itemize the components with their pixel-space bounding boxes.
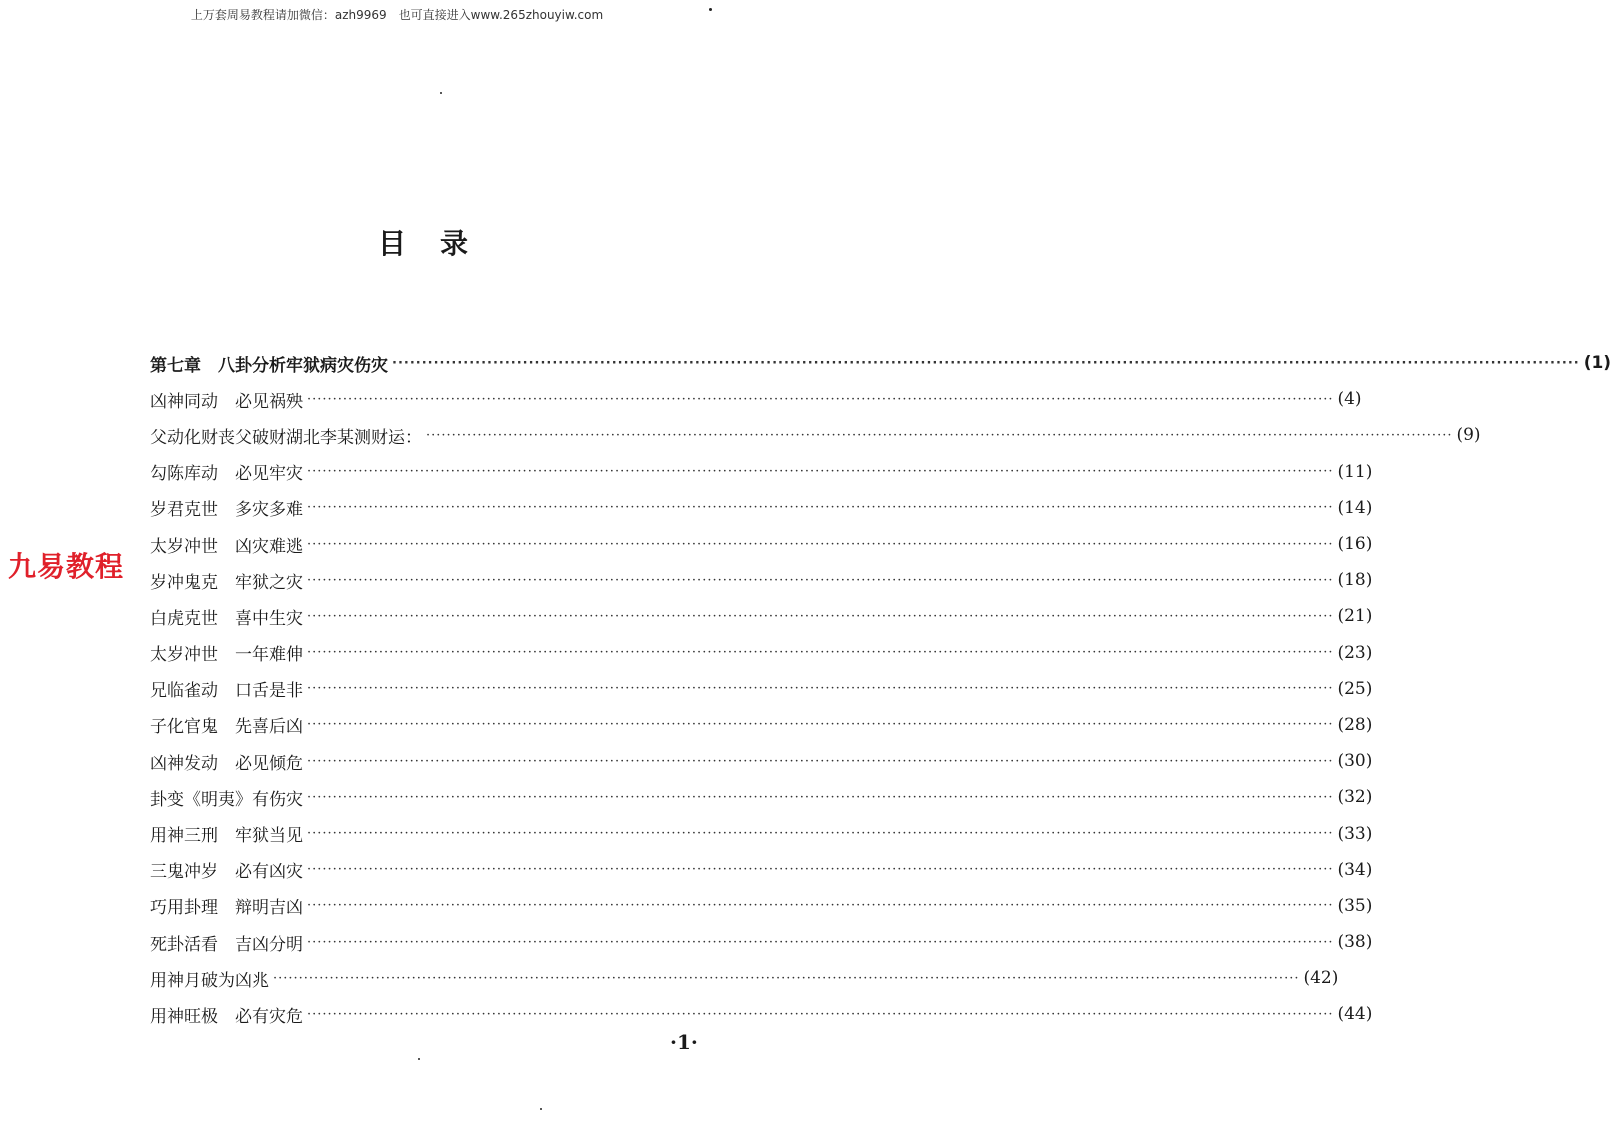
toc-entry-title: 太岁冲世 凶灾难逃	[150, 536, 303, 557]
toc-leader-dots: ········································································································································································································	[307, 500, 1334, 516]
toc-entry-title: 白虎克世 喜中生灾	[150, 608, 303, 629]
toc-entry-title: 岁君克世 多灾多难	[150, 500, 303, 521]
toc-leader-dots: ········································································································································································································	[307, 572, 1334, 588]
toc-entry-page: (25)	[1337, 678, 1373, 699]
toc-leader-dots: ········································································································································································································	[273, 970, 1300, 986]
header-note: 上万套周易教程请加微信：azh9969 也可直接进入www.265zhouyiw.com	[190, 8, 604, 22]
toc-entry-page: (32)	[1337, 787, 1373, 808]
toc-entry-title: 兄临雀动 口舌是非	[150, 681, 303, 702]
toc-row	[150, 417, 1481, 453]
scan-speck	[418, 1058, 420, 1060]
scan-speck	[709, 8, 712, 11]
toc-entry-title: 死卦活看 吉凶分明	[150, 934, 303, 955]
toc-entry-page: (42)	[1303, 968, 1339, 989]
toc-entry-page: (18)	[1337, 570, 1373, 591]
toc-entry-page: (28)	[1337, 714, 1373, 735]
toc-leader-dots: ········································································································································································································	[307, 826, 1334, 842]
toc-entry-page: (44)	[1337, 1004, 1373, 1025]
toc-entry-page: (23)	[1337, 642, 1373, 663]
toc-leader-dots: ········································································································································································································	[392, 355, 1580, 371]
toc-entry-page: (21)	[1337, 606, 1373, 627]
toc-row	[150, 454, 1373, 490]
toc-entry-title: 岁冲鬼克 牢狱之灾	[150, 572, 303, 593]
toc-entry-title: 第七章 八卦分析牢狱病灾伤灾	[150, 355, 388, 376]
toc-leader-dots: ········································································································································································································	[307, 753, 1334, 769]
toc-row	[150, 562, 1373, 598]
toc-entry-title: 勾陈库动 必见牢灾	[150, 464, 303, 485]
toc-entry-title: 用神三刑 牢狱当见	[150, 826, 303, 847]
toc-entry-page: (14)	[1337, 497, 1373, 518]
scan-speck	[440, 92, 442, 94]
toc-row	[150, 924, 1373, 960]
toc-leader-dots: ········································································································································································································	[426, 427, 1453, 443]
toc-entry-page: (34)	[1337, 859, 1373, 880]
toc-leader-dots: ········································································································································································································	[307, 789, 1334, 805]
toc-leader-dots: ········································································································································································································	[307, 536, 1334, 552]
toc-leader-dots: ········································································································································································································	[307, 464, 1334, 480]
toc-entry-page: (30)	[1337, 751, 1373, 772]
table-of-contents	[150, 345, 1611, 1033]
toc-leader-dots: ········································································································································································································	[307, 391, 1334, 407]
watermark-logo: 九易教程	[8, 550, 125, 583]
toc-entry-page: (11)	[1337, 461, 1373, 482]
toc-leader-dots: ········································································································································································································	[307, 608, 1334, 624]
toc-entry-page: (9)	[1456, 425, 1481, 446]
toc-entry-title: 凶神同动 必见祸殃	[150, 391, 303, 412]
toc-entry-title: 三鬼冲岁 必有凶灾	[150, 862, 303, 883]
toc-entry-page: (35)	[1337, 895, 1373, 916]
toc-entry-title: 凶神发动 必见倾危	[150, 753, 303, 774]
toc-entry-title: 子化官鬼 先喜后凶	[150, 717, 303, 738]
toc-row	[150, 635, 1373, 671]
toc-entry-page: (4)	[1337, 389, 1362, 410]
toc-entry-title: 父动化财丧父破财湖北李某测财运：	[150, 427, 422, 448]
toc-leader-dots: ········································································································································································································	[307, 681, 1334, 697]
toc-leader-dots: ········································································································································································································	[307, 645, 1334, 661]
toc-entry-title: 用神月破为凶兆	[150, 970, 269, 991]
toc-entry-title: 巧用卦理 辩明吉凶	[150, 898, 303, 919]
scan-speck	[540, 1108, 542, 1110]
toc-row	[150, 815, 1373, 851]
toc-entry-page: (16)	[1337, 534, 1373, 555]
toc-leader-dots: ········································································································································································································	[307, 717, 1334, 733]
page-number: ·1·	[670, 1030, 698, 1054]
toc-row	[150, 598, 1373, 634]
toc-entry-title: 卦变《明夷》有伤灾	[150, 789, 303, 810]
toc-chapter-row	[150, 345, 1611, 381]
toc-entry-page: (33)	[1337, 823, 1373, 844]
toc-row	[150, 779, 1373, 815]
toc-row	[150, 707, 1373, 743]
toc-row	[150, 526, 1373, 562]
toc-row	[150, 996, 1373, 1032]
toc-leader-dots: ········································································································································································································	[307, 862, 1334, 878]
toc-entry-page: (1)	[1583, 353, 1611, 374]
toc-row	[150, 671, 1373, 707]
toc-leader-dots: ········································································································································································································	[307, 898, 1334, 914]
toc-row	[150, 852, 1373, 888]
toc-row	[150, 960, 1339, 996]
toc-entry-title: 太岁冲世 一年难伸	[150, 645, 303, 666]
toc-leader-dots: ········································································································································································································	[307, 934, 1334, 950]
toc-row	[150, 888, 1373, 924]
toc-row	[150, 743, 1373, 779]
page-title: 目录	[377, 227, 502, 260]
toc-row	[150, 490, 1373, 526]
toc-leader-dots: ········································································································································································································	[307, 1006, 1334, 1022]
toc-entry-title: 用神旺极 必有灾危	[150, 1006, 303, 1027]
toc-entry-page: (38)	[1337, 932, 1373, 953]
toc-row	[150, 381, 1362, 417]
